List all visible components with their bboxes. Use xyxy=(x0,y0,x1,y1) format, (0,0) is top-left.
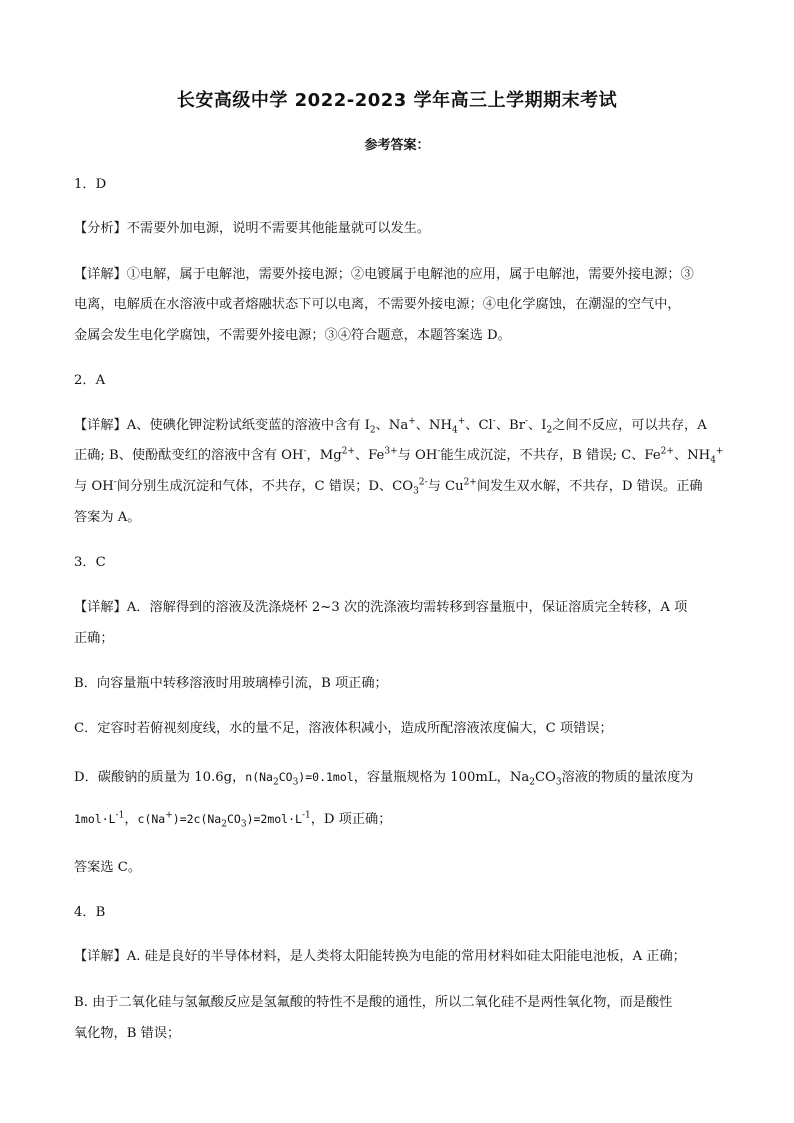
q3-option-a-line-2: 正确； xyxy=(74,631,114,646)
q3-option-a-line-1: 【详解】A．溶解得到的溶液及洗涤烧杯 2~3 次的洗涤液均需转移到容量瓶中，保证溶质完全转移，A 项 xyxy=(74,600,688,615)
q1-number: 1．D xyxy=(74,177,107,192)
q3-conclusion: 答案选 C。 xyxy=(74,860,142,875)
q4-option-b-line-2: 氧化物，B 错误； xyxy=(74,1026,181,1041)
q1-detail-line-1: 【详解】①电解，属于电解池，需要外接电源；②电镀属于电解池的应用，属于电解池，需要外接电源；③ xyxy=(74,267,694,282)
q1-analysis: 【分析】不需要外加电源，说明不需要其他能量就可以发生。 xyxy=(74,221,431,236)
q1-detail-line-2: 电离，电解质在水溶液中或者熔融状态下可以电离，不需要外接电源；④电化学腐蚀，在潮湿的空气中， xyxy=(74,297,681,312)
document-title: 长安高级中学 2022-2023 学年高三上学期期末考试 xyxy=(176,90,618,111)
q4-option-b-line-1: B. 由于二氧化硅与氢氟酸反应是氢氟酸的特性不是酸的通性，所以二氧化硅不是两性氧化物，而是酸性 xyxy=(74,995,673,1010)
q4-option-a: 【详解】A. 硅是良好的半导体材料，是人类将太阳能转换为电能的常用材料如硅太阳能电池板，A 正确； xyxy=(74,949,686,964)
q2-detail-line-3: 与 OH-间分别生成沉淀和气体，不共存，C 错误；D、$CO_3^{2-}$与 $Cu^{2+}$间发生双水解，不共存，D 错误。正确 xyxy=(74,477,703,497)
q3-number: 3．C xyxy=(74,555,106,570)
document-subtitle: 参考答案： xyxy=(364,138,430,153)
q2-detail-line-4: 答案为 A。 xyxy=(74,510,141,525)
q3-option-b: B．向容量瓶中转移溶液时用玻璃棒引流，B 项正确； xyxy=(74,676,388,691)
q3-option-d-line-1: D．碳酸钠的质量为 10.6g，$n(Na_2CO_3)=0.1mol$，容量瓶规格为 100mL，$Na_2CO_3$溶液的物质的量浓度为 xyxy=(74,770,694,788)
q3-option-c: C．定容时若俯视刻度线，水的量不足，溶液体积减小，造成所配溶液浓度偏大，C 项错误； xyxy=(74,721,613,736)
q3-option-d-line-2: $1mol\cdot L^{-1}$，$c(Na^+)=2c(Na_2CO_3)=2mol\cdot L^{-1}$，D 项正确； xyxy=(74,810,392,830)
q4-number: 4．B xyxy=(74,905,106,920)
q1-detail-line-3: 金属会发生电化学腐蚀，不需要外接电源；③④符合题意，本题答案选 D。 xyxy=(74,328,511,343)
q2-detail-line-2: 正确; B、使酚酞变红的溶液中含有 OH-，$Mg^{2+}$、$Fe^{3+}$与 OH-能生成沉淀，不共存，B 错误; C、$Fe^{2+}$、$NH_4^+$ xyxy=(74,446,724,466)
q2-number: 2．A xyxy=(74,373,106,388)
q2-detail-line-1: 【详解】A、使碘化钾淀粉试纸变蓝的溶液中含有 $I_2$、Na+、$NH_4^+$、Cl-、Br-、$I_2$之间不反应，可以共存，A xyxy=(74,416,707,436)
